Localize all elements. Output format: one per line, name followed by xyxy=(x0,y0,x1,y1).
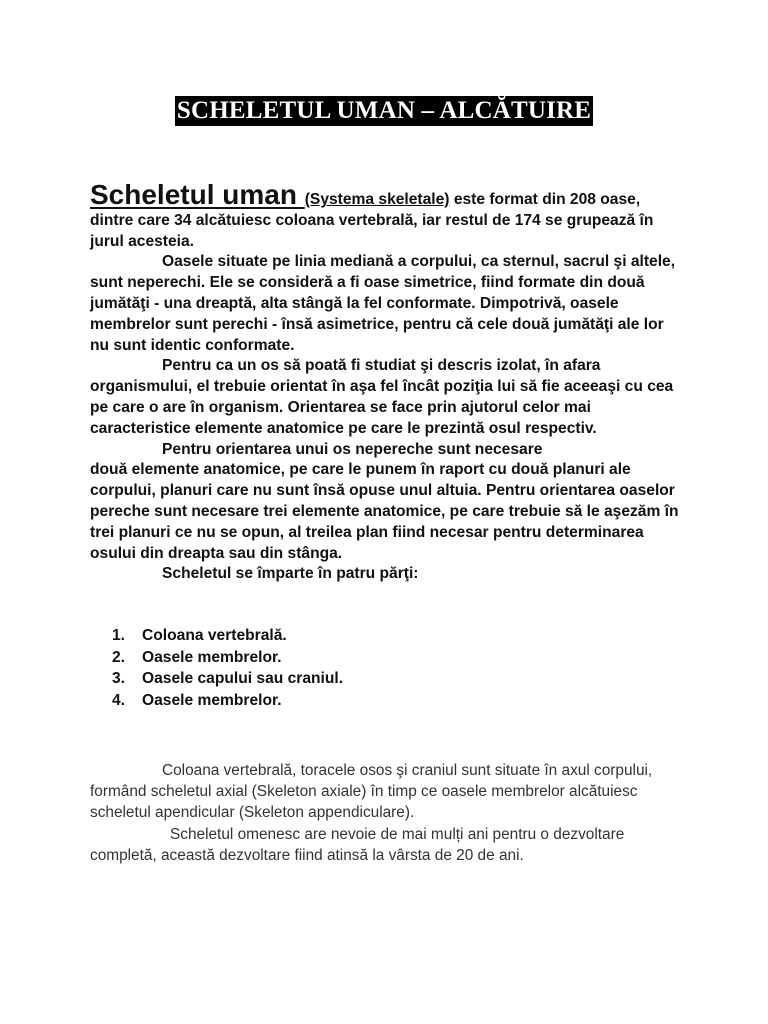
skeleton-parts-list xyxy=(112,625,343,711)
main-text xyxy=(90,180,682,585)
list-item xyxy=(112,690,343,712)
list-text: Oasele capului sau craniul. xyxy=(142,670,344,687)
closing-text xyxy=(90,760,690,866)
intro-latin-name: (Systema skeletale) xyxy=(304,191,450,208)
paragraph-unpaired-bones: Oasele situate pe linia mediană a corpului, ca sternul, sacrul şi altele, sunt neperechi. Ele se consideră a fi oase simetrice, fiind formate din două jumătăţi - una dreaptă, alta stângă la fel conformate. Dimpotrivă, oasele membrelor sunt perechi - însă asimetrice, pentru că cele două jumătăţi ale lor nu sunt identic conformate. xyxy=(90,253,676,354)
list-number: 2. xyxy=(112,648,126,666)
list-number: 3. xyxy=(112,670,126,687)
page-title: SCHELETUL UMAN – ALCĂTUIRE xyxy=(176,97,592,124)
intro-text: este format din 208 oase, dintre care 34 alcătuiesc coloana vertebrală, iar restul de 174 se grupează în jurul acesteia. xyxy=(90,191,654,250)
intro-paragraph xyxy=(90,180,682,252)
paragraph-orientation: Pentru ca un os să poată fi studiat şi descris izolat, în afara organismului, el trebuie orientat în aşa fel încât poziţia lui să fie aceeaşi cu cea pe care o are în organism. Orientarea se face prin ajutorul celor mai caracteristice elemente anatomice pe care le prezintă osul respectiv. xyxy=(90,357,674,437)
paragraph-unpaired-orientation: Pentru orientarea unui os nepereche sunt necesare xyxy=(162,440,543,458)
list-item xyxy=(112,625,343,647)
list-text: Coloana vertebrală. xyxy=(142,627,287,644)
list-number: 4. xyxy=(112,691,126,709)
title-container xyxy=(0,96,768,126)
list-text: Oasele membrelor. xyxy=(142,691,282,709)
intro-heading: Scheletul uman xyxy=(90,179,305,210)
paragraph-axial-skeleton: Coloana vertebrală, toracele osos şi craniul sunt situate în axul corpului, formând scheletul axial (Skeleton axiale) în timp ce oasele membrelor alcătuiesc scheletul apendicular (Skeleton appendiculare). xyxy=(90,762,653,822)
paragraph-development: Scheletul omenesc are nevoie de mai mulți ani pentru o dezvoltare completă, această dezvoltare fiind atinsă la vârsta de 20 de ani. xyxy=(90,825,625,864)
paragraph-parts-intro: Scheletul se împarte în patru părţi: xyxy=(162,565,419,583)
paragraph-anatomical-elements: două elemente anatomice, pe care le punem în raport cu două planuri ale corpului, planuri care nu sunt însă opuse unul altuia. Pentru orientarea oaselor pereche sunt necesare trei elemente anatomice, pe care trebuie să le aşezăm în trei planuri ce nu se opun, al treilea plan fiind necesar pentru determinarea osului din dreapta sau din stânga. xyxy=(90,461,679,562)
list-item xyxy=(112,668,343,690)
list-item xyxy=(112,647,343,669)
list-number: 1. xyxy=(112,627,126,644)
list-text: Oasele membrelor. xyxy=(142,648,282,666)
